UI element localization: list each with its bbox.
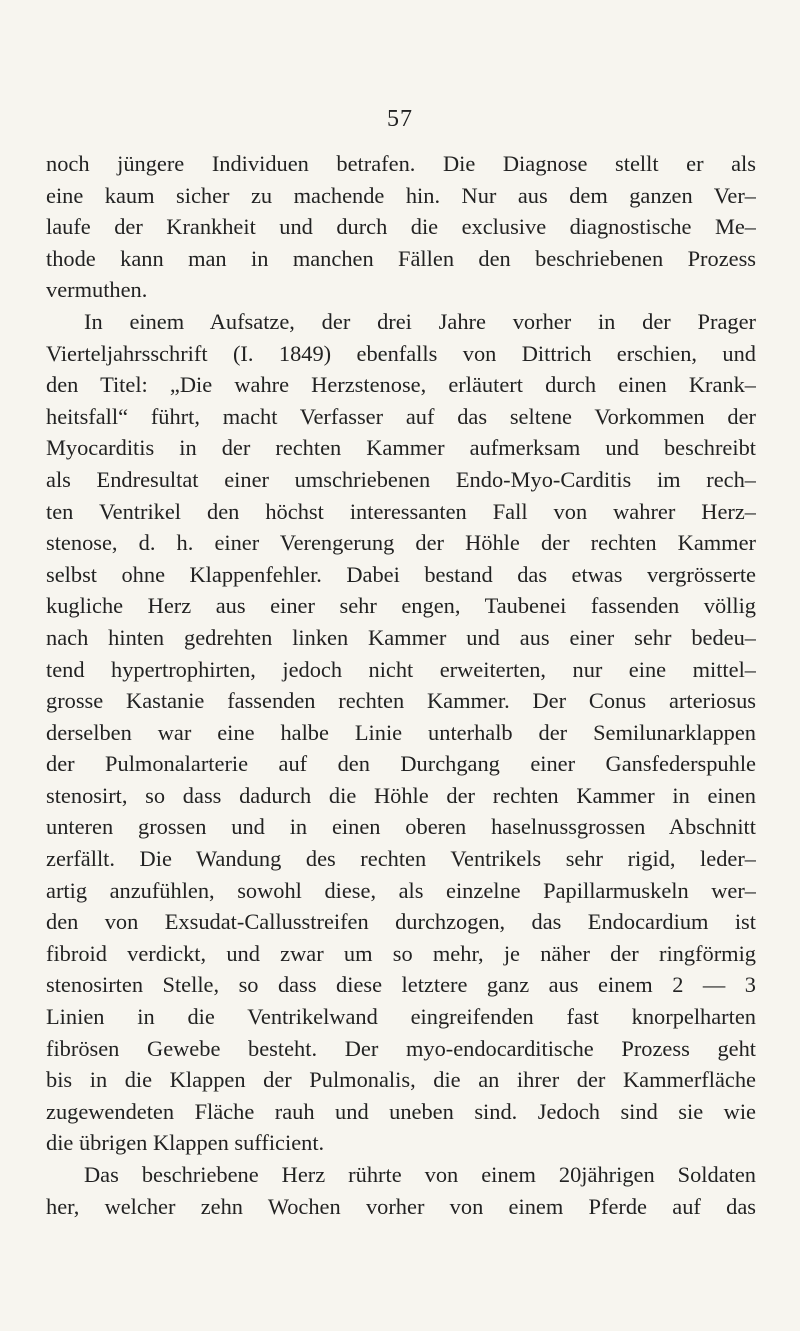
text-line: thode kann man in manchen Fällen den beschriebenen Prozess [46, 245, 756, 271]
text-line: grosse Kastanie fassenden rechten Kammer. Der Conus arteriosus [46, 688, 756, 714]
text-line: zerfällt. Die Wandung des rechten Ventrikels sehr rigid, leder– [46, 846, 756, 872]
text-line: noch jüngere Individuen betrafen. Die Diagnose stellt er als [46, 151, 756, 176]
text-line: her, welcher zehn Wochen vorher von einem Pferde auf das [46, 1193, 756, 1219]
text-line: die übrigen Klappen sufficient. [46, 1130, 325, 1156]
text-line: bis in die Klappen der Pulmonalis, die an ihrer der Kammerfläche [46, 1067, 756, 1093]
text-line: laufe der Krankheit und durch die exclusive diagnostische Me– [46, 214, 756, 240]
text-line: derselben war eine halbe Linie unterhalb der Semilunarklappen [46, 719, 756, 745]
text-line: stenosirt, so dass dadurch die Höhle der rechten Kammer in einen [46, 782, 756, 808]
text-line: Myocarditis in der rechten Kammer aufmerksam und beschreibt [46, 435, 756, 461]
text-line: eine kaum sicher zu machende hin. Nur aus dem ganzen Ver– [46, 182, 756, 208]
text-line: als Endresultat einer umschriebenen Endo-Myo-Carditis im rech– [46, 466, 756, 492]
text-line: ten Ventrikel den höchst interessanten Fall von wahrer Herz– [46, 498, 756, 524]
text-line: fibroid verdickt, und zwar um so mehr, je näher der ringförmig [46, 940, 756, 966]
text-line: artig anzufühlen, sowohl diese, als einzelne Papillarmuskeln wer– [46, 877, 756, 903]
text-line: stenose, d. h. einer Verengerung der Höhle der rechten Kammer [46, 530, 756, 556]
text-line: fibrösen Gewebe besteht. Der myo-endocarditische Prozess geht [46, 1035, 756, 1061]
text-line: den Titel: „Die wahre Herzstenose, erläutert durch einen Krank– [46, 372, 756, 398]
text-line: nach hinten gedrehten linken Kammer und aus einer sehr bedeu– [46, 624, 756, 650]
text-line: kugliche Herz aus einer sehr engen, Taubenei fassenden völlig [46, 593, 756, 619]
text-line: In einem Aufsatze, der drei Jahre vorher in der Prager [84, 308, 756, 334]
text-line: tend hypertrophirten, jedoch nicht erweiterten, nur eine mittel– [46, 656, 756, 682]
text-line: heitsfall“ führt, macht Verfasser auf das seltene Vorkommen der [46, 403, 756, 429]
text-line: unteren grossen und in einen oberen haselnussgrossen Abschnitt [46, 814, 756, 840]
page-number: 57 [387, 106, 413, 132]
text-line: Linien in die Ventrikelwand eingreifenden fast knorpelharten [46, 1004, 756, 1030]
text-line: selbst ohne Klappenfehler. Dabei bestand das etwas vergrösserte [46, 561, 756, 587]
text-line: stenosirten Stelle, so dass diese letztere ganz aus einem 2 — 3 [46, 972, 756, 998]
text-line: Das beschriebene Herz rührte von einem 20jährigen Soldaten [84, 1162, 756, 1187]
body-text [46, 148, 756, 1222]
text-line: Vierteljahrsschrift (I. 1849) ebenfalls von Dittrich erschien, und [46, 340, 756, 366]
text-line: den von Exsudat-Callusstreifen durchzogen, das Endocardium ist [46, 909, 756, 935]
text-line: vermuthen. [46, 277, 148, 303]
text-line: der Pulmonalarterie auf den Durchgang einer Gansfederspuhle [46, 751, 756, 777]
text-line: zugewendeten Fläche rauh und uneben sind. Jedoch sind sie wie [46, 1098, 756, 1124]
